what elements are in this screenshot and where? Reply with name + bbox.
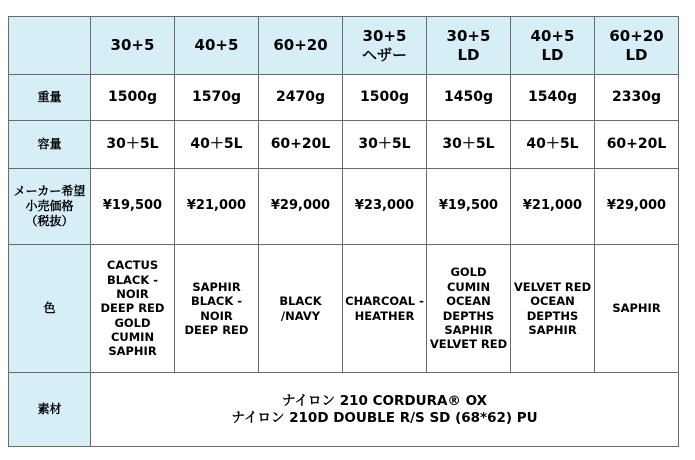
price-row (9, 169, 679, 245)
row-label-color: 色 (9, 245, 91, 373)
capacity-cell: 40＋5L (511, 121, 595, 169)
column-header-40-5: 40+5 (175, 17, 259, 75)
color-cell: SAPHIR (595, 245, 679, 373)
color-cell: BLACK /NAVY (259, 245, 343, 373)
spec-table (8, 16, 679, 447)
color-row (9, 245, 679, 373)
color-cell: CHARCOAL - HEATHER (343, 245, 427, 373)
column-header-30-5-ld: 30+5 LD (427, 17, 511, 75)
material-row (9, 373, 679, 447)
row-label-price: メーカー希望 小売価格 （税抜） (9, 169, 91, 245)
column-header-30-5-heather: 30+5 ヘザー (343, 17, 427, 75)
capacity-cell: 30＋5L (343, 121, 427, 169)
column-header-30-5: 30+5 (91, 17, 175, 75)
row-label-material: 素材 (9, 373, 91, 447)
weight-cell: 1540g (511, 75, 595, 121)
color-cell: VELVET RED OCEAN DEPTHS SAPHIR (511, 245, 595, 373)
material-cell: ナイロン 210 CORDURA® OX ナイロン 210D DOUBLE R/S SD (68*62) PU (91, 373, 679, 447)
price-cell: ¥21,000 (511, 169, 595, 245)
capacity-cell: 30＋5L (91, 121, 175, 169)
weight-cell: 2330g (595, 75, 679, 121)
weight-cell: 1500g (91, 75, 175, 121)
weight-row (9, 75, 679, 121)
capacity-cell: 60+20L (259, 121, 343, 169)
column-header-60-20: 60+20 (259, 17, 343, 75)
color-cell: SAPHIR BLACK - NOIR DEEP RED (175, 245, 259, 373)
price-cell: ¥21,000 (175, 169, 259, 245)
price-cell: ¥29,000 (259, 169, 343, 245)
price-cell: ¥23,000 (343, 169, 427, 245)
price-cell: ¥19,500 (91, 169, 175, 245)
price-cell: ¥19,500 (427, 169, 511, 245)
weight-cell: 2470g (259, 75, 343, 121)
corner-cell (9, 17, 91, 75)
weight-cell: 1450g (427, 75, 511, 121)
row-label-weight: 重量 (9, 75, 91, 121)
header-row (9, 17, 679, 75)
price-cell: ¥29,000 (595, 169, 679, 245)
weight-cell: 1570g (175, 75, 259, 121)
weight-cell: 1500g (343, 75, 427, 121)
capacity-cell: 40＋5L (175, 121, 259, 169)
capacity-cell: 60+20L (595, 121, 679, 169)
capacity-row (9, 121, 679, 169)
color-cell: GOLD CUMIN OCEAN DEPTHS SAPHIR VELVET RED (427, 245, 511, 373)
color-cell: CACTUS BLACK - NOIR DEEP RED GOLD CUMIN SAPHIR (91, 245, 175, 373)
capacity-cell: 30＋5L (427, 121, 511, 169)
row-label-capacity: 容量 (9, 121, 91, 169)
column-header-40-5-ld: 40+5 LD (511, 17, 595, 75)
column-header-60-20-ld: 60+20 LD (595, 17, 679, 75)
